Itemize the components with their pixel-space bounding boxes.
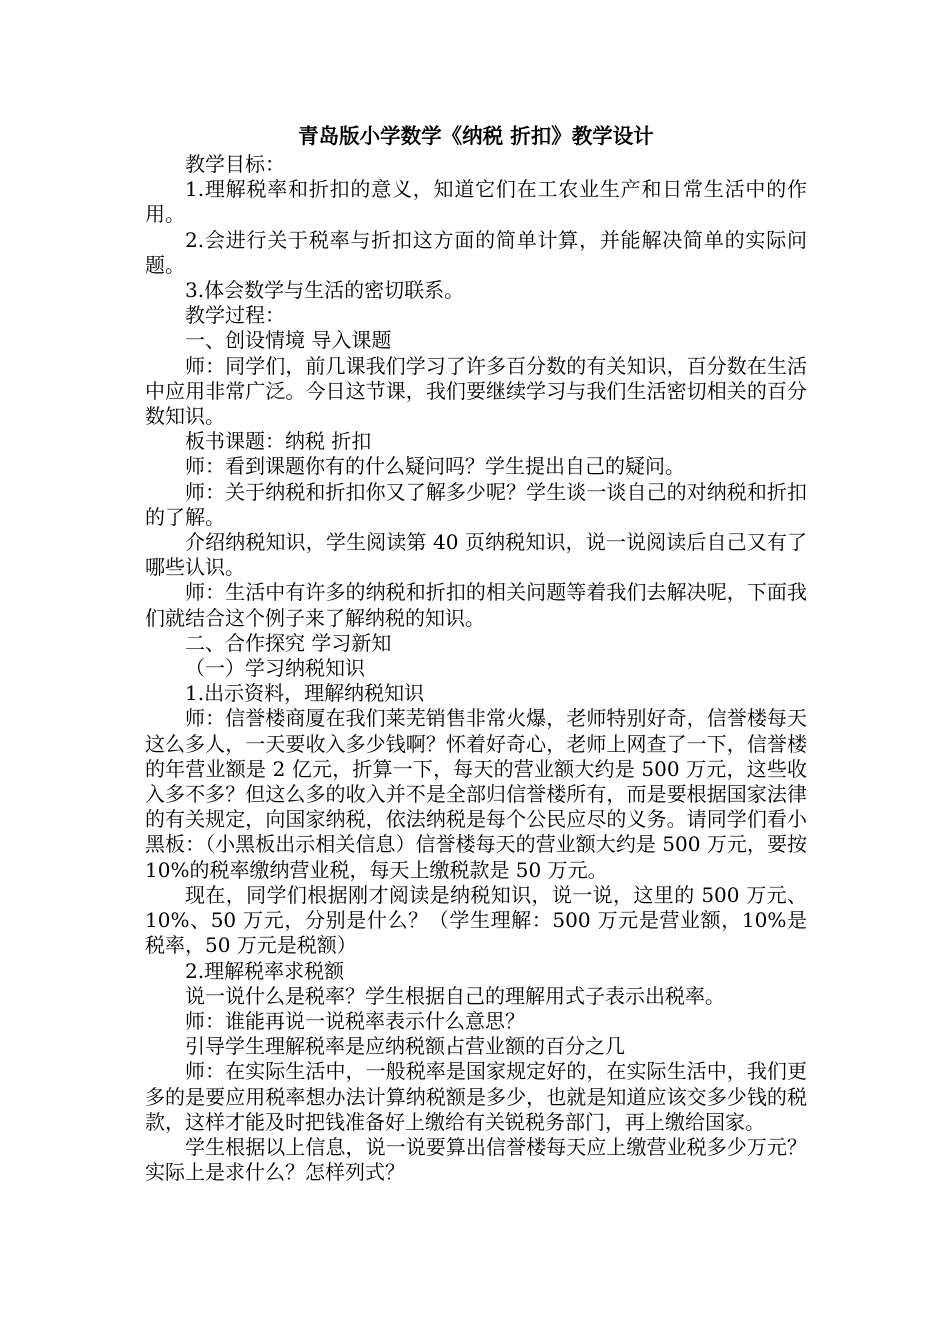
paragraph-practice: 师：在实际生活中，一般税率是国家规定好的，在实际生活中，我们更多的是要应用税率想办法计算纳税额是多少，也就是知道应该交多少钱的税款，这样才能及时把钱准备好上缴给有关锐税务部门，再上缴给国家。 bbox=[145, 1059, 807, 1134]
paragraph-board-title: 板书课题：纳税 折扣 bbox=[185, 429, 372, 454]
paragraph-explanation: 现在，同学们根据刚才阅读是纳税知识，说一说，这里的 500 万元、10%、50 万元，分别是什么？（学生理解：500 万元是营业额，10%是税率，50 万元是税额） bbox=[145, 882, 807, 958]
paragraph-example: 师：信誉楼商厦在我们莱芜销售非常火爆，老师特别好奇，信誉楼每天这么多人，一天要收入多少钱啊？怀着好奇心，老师上网查了一下，信誉楼的年营业额是 2 亿元，折算一下，每天的营业额大约是 500 万元，这些收入多不多？但这么多的收入并不是全部归信誉楼所有，而是要根据国家法律的有关规定，向国家纳税，依法纳税是每个公民应尽的义务。请同学们看小黑板：（小黑板出示相关信息）信誉楼每天的营业额大约是 500 万元，要按 10%的税率缴纳营业税，每天上缴税款是 50 万元。 bbox=[145, 706, 807, 882]
paragraph-teaching-process-heading: 教学过程： bbox=[185, 303, 285, 328]
paragraph-step-1-heading: 1.出示资料，理解纳税知识 bbox=[185, 681, 425, 706]
paragraph-goal-2: 2.会进行关于税率与折扣这方面的简单计算，并能解决简单的实际问题。 bbox=[145, 227, 807, 277]
paragraph-tax-knowledge: 介绍纳税知识，学生阅读第 40 页纳税知识，说一说阅读后自己又有了哪些认识。 bbox=[145, 530, 807, 580]
paragraph-transition: 师：生活中有许多的纳税和折扣的相关问题等着我们去解决呢，下面我们就结合这个例子来了解纳税的知识。 bbox=[145, 580, 807, 630]
paragraph-goal-3: 3.体会数学与生活的密切联系。 bbox=[185, 278, 465, 303]
paragraph-teaching-goals-heading: 教学目标： bbox=[185, 152, 285, 176]
paragraph-tax-rate-question: 师：谁能再说一说税率表示什么意思？ bbox=[185, 1008, 525, 1033]
paragraph-guide: 引导学生理解税率是应纳税额占营业额的百分之几 bbox=[185, 1034, 625, 1059]
paragraph-calculation: 学生根据以上信息，说一说要算出信誉楼每天应上缴营业税多少万元？实际上是求什么？怎样列式？ bbox=[145, 1134, 807, 1185]
document-page bbox=[145, 120, 807, 1185]
paragraph-question-2: 师：关于纳税和折扣你又了解多少呢？学生谈一谈自己的对纳税和折扣的了解。 bbox=[145, 479, 807, 529]
paragraph-step-2-heading: 2.理解税率求税额 bbox=[185, 958, 345, 983]
paragraph-tax-rate-definition: 说一说什么是税率？学生根据自己的理解用式子表示出税率。 bbox=[185, 983, 725, 1008]
paragraph-question-1: 师：看到课题你有的什么疑问吗？学生提出自己的疑问。 bbox=[185, 454, 685, 479]
paragraph-section-1-heading: 一、创设情境 导入课题 bbox=[185, 328, 392, 353]
paragraph-section-2-heading: 二、合作探究 学习新知 bbox=[185, 630, 392, 655]
paragraph-subsection-1-heading: （一）学习纳税知识 bbox=[185, 656, 365, 681]
document-title: 青岛版小学数学《纳税 折扣》教学设计 bbox=[298, 124, 654, 148]
paragraph-intro: 师：同学们，前几课我们学习了许多百分数的有关知识，百分数在生活中应用非常广泛。今日这节课，我们要继续学习与我们生活密切相关的百分数知识。 bbox=[145, 353, 807, 429]
paragraph-goal-1: 1.理解税率和折扣的意义，知道它们在工农业生产和日常生活中的作用。 bbox=[145, 177, 807, 227]
